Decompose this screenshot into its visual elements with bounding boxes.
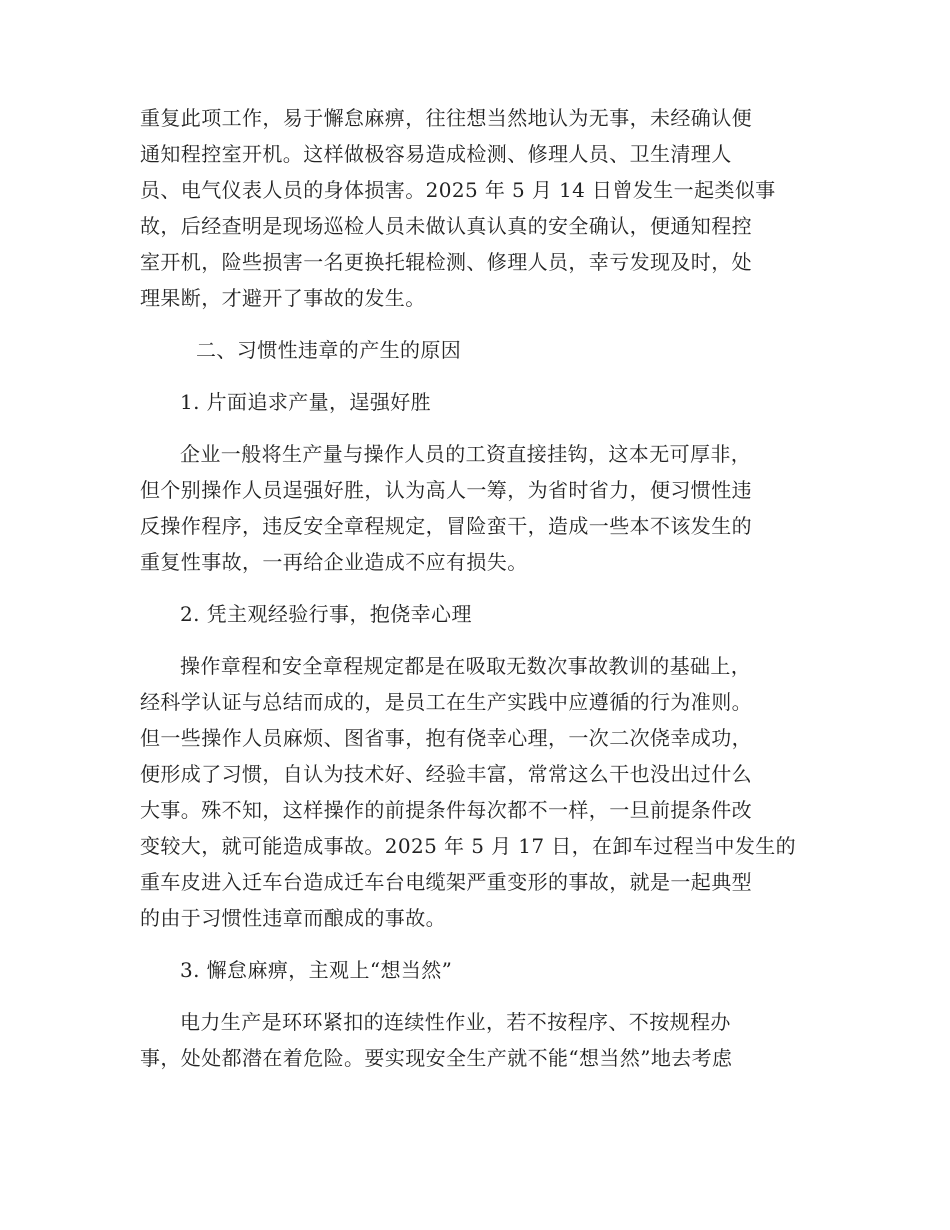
text-line: 室开机，险些损害一名更换托辊检测、修理人员，幸亏发现及时，处 xyxy=(140,250,752,274)
text-line: 的由于习惯性违章而酿成的事故。 xyxy=(140,906,446,930)
text-line: 重复性事故，一再给企业造成不应有损失。 xyxy=(140,550,528,574)
subheading-1 xyxy=(140,384,810,420)
text-line: 操作章程和安全章程规定都是在吸取无数次事故教训的基础上， xyxy=(180,654,752,678)
text-line: 大事。殊不知，这样操作的前提条件每次都不一样，一旦前提条件改 xyxy=(140,798,752,822)
text-line: 反操作程序，违反安全章程规定，冒险蛮干，造成一些本不该发生的 xyxy=(140,514,752,538)
text-line: 电力生产是环环紧扣的连续性作业，若不按程序、不按规程办 xyxy=(180,1010,731,1034)
paragraph-experience xyxy=(140,648,810,936)
text-line: 但一些操作人员麻烦、图省事，抱有侥幸心理，一次二次侥幸成功， xyxy=(140,726,752,750)
document-page xyxy=(140,100,810,1076)
paragraph-gap xyxy=(140,936,810,952)
paragraph-gap xyxy=(140,632,810,648)
subheading-3 xyxy=(140,952,810,988)
text-line: 理果断，才避开了事故的发生。 xyxy=(140,286,426,310)
paragraph-accident-check xyxy=(140,100,810,316)
text-line: 通知程控室开机。这样做极容易造成检测、修理人员、卫生清理人 xyxy=(140,142,732,166)
section-heading-text: 二、习惯性违章的产生的原因 xyxy=(196,338,462,362)
subheading-text: 1. 片面追求产量，逞强好胜 xyxy=(180,390,432,414)
text-line: 企业一般将生产量与操作人员的工资直接挂钩，这本无可厚非， xyxy=(180,442,752,466)
text-line: 经科学认证与总结而成的，是员工在生产实践中应遵循的行为准则。 xyxy=(140,690,752,714)
subheading-text: 2. 凭主观经验行事，抱侥幸心理 xyxy=(180,602,472,626)
text-line: 便形成了习惯，自认为技术好、经验丰富，常常这么干也没出过什么 xyxy=(140,762,752,786)
text-line: 但个别操作人员逞强好胜，认为高人一筹，为省时省力，便习惯性违 xyxy=(140,478,752,502)
paragraph-gap xyxy=(140,316,810,332)
paragraph-gap xyxy=(140,368,810,384)
text-line: 重车皮进入迁车台造成迁车台电缆架严重变形的事故，就是一起典型 xyxy=(140,870,752,894)
paragraph-output xyxy=(140,436,810,580)
text-line: 故，后经查明是现场巡检人员未做认真认真的安全确认，便通知程控 xyxy=(140,214,752,238)
text-line: 员、电气仪表人员的身体损害。2025 年 5 月 14 日曾发生一起类似事 xyxy=(140,178,776,202)
section-heading xyxy=(140,332,810,368)
paragraph-gap xyxy=(140,580,810,596)
text-line: 重复此项工作，易于懈怠麻痹，往往想当然地认为无事，未经确认便 xyxy=(140,106,752,130)
text-line: 变较大，就可能造成事故。2025 年 5 月 17 日，在卸车过程当中发生的 xyxy=(140,834,797,858)
subheading-2 xyxy=(140,596,810,632)
text-line: 事，处处都潜在着危险。要实现安全生产就不能“想当然”地去考虑 xyxy=(140,1046,733,1070)
paragraph-gap xyxy=(140,420,810,436)
paragraph-continuous-operation xyxy=(140,1004,810,1076)
paragraph-gap xyxy=(140,988,810,1004)
subheading-text: 3. 懈怠麻痹，主观上“想当然” xyxy=(180,958,453,982)
